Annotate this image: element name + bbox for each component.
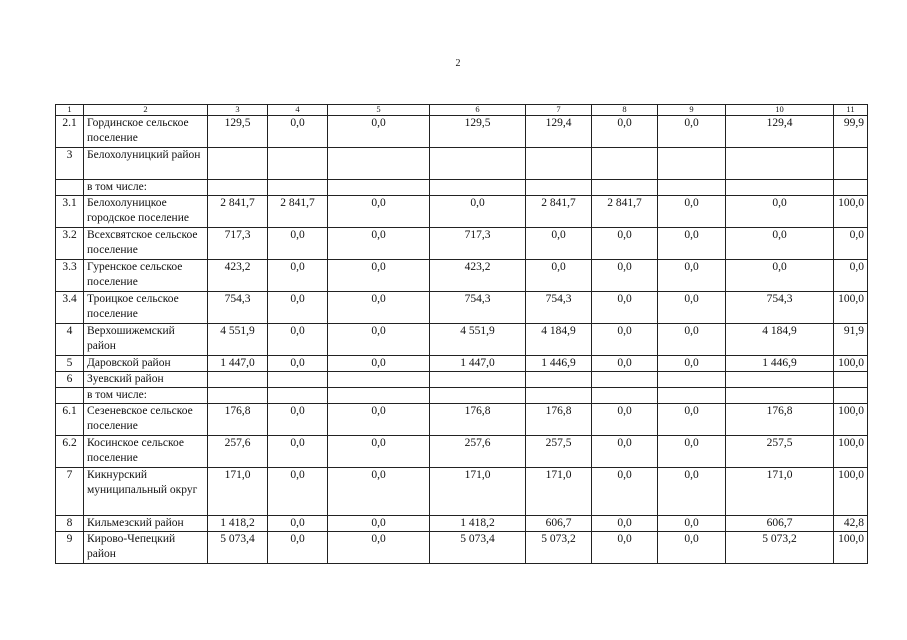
- value-col-7: [526, 372, 592, 388]
- value-col-4: 0,0: [268, 436, 328, 468]
- value-col-7: 257,5: [526, 436, 592, 468]
- value-col-8: 2 841,7: [592, 196, 658, 228]
- value-col-10: 1 446,9: [726, 356, 834, 372]
- value-col-6: 754,3: [430, 292, 526, 324]
- territory-name: в том числе:: [84, 388, 208, 404]
- territory-name: Белохолуницкое городское поселение: [84, 196, 208, 228]
- value-col-7: [526, 148, 592, 180]
- table-row: [56, 372, 868, 388]
- value-col-6: [430, 372, 526, 388]
- row-number: [56, 180, 84, 196]
- value-col-5: 0,0: [328, 196, 430, 228]
- value-col-3: 5 073,4: [208, 532, 268, 564]
- value-col-3: 257,6: [208, 436, 268, 468]
- table-row: [56, 468, 868, 516]
- value-col-10: 0,0: [726, 196, 834, 228]
- row-number: 5: [56, 356, 84, 372]
- percent-col-11: [834, 148, 868, 180]
- territory-name: Белохолуницкий район: [84, 148, 208, 180]
- value-col-4: 0,0: [268, 228, 328, 260]
- table-body: [56, 105, 868, 564]
- value-col-10: [726, 372, 834, 388]
- row-number: 9: [56, 532, 84, 564]
- value-col-10: [726, 148, 834, 180]
- value-col-6: 176,8: [430, 404, 526, 436]
- value-col-8: [592, 148, 658, 180]
- territory-name: Зуевский район: [84, 372, 208, 388]
- percent-col-11: [834, 388, 868, 404]
- value-col-5: 0,0: [328, 468, 430, 516]
- territory-name: Кильмезский район: [84, 516, 208, 532]
- value-col-5: 0,0: [328, 356, 430, 372]
- value-col-7: 754,3: [526, 292, 592, 324]
- value-col-8: 0,0: [592, 292, 658, 324]
- value-col-9: 0,0: [658, 516, 726, 532]
- column-number: 3: [208, 105, 268, 116]
- table-row: [56, 180, 868, 196]
- row-number: 6.2: [56, 436, 84, 468]
- territory-name: Гуренское сельское поселение: [84, 260, 208, 292]
- value-col-9: [658, 388, 726, 404]
- value-col-7: 1 446,9: [526, 356, 592, 372]
- value-col-5: 0,0: [328, 532, 430, 564]
- value-col-6: 257,6: [430, 436, 526, 468]
- value-col-9: 0,0: [658, 260, 726, 292]
- column-number: 5: [328, 105, 430, 116]
- table-row: [56, 388, 868, 404]
- territory-name: Даровской район: [84, 356, 208, 372]
- percent-col-11: [834, 180, 868, 196]
- value-col-4: 0,0: [268, 404, 328, 436]
- table-row: [56, 516, 868, 532]
- territory-name: Гординское сельское поселение: [84, 116, 208, 148]
- percent-col-11: 100,0: [834, 196, 868, 228]
- percent-col-11: 0,0: [834, 228, 868, 260]
- column-number-row: [56, 105, 868, 116]
- value-col-9: 0,0: [658, 436, 726, 468]
- value-col-7: 129,4: [526, 116, 592, 148]
- value-col-10: 606,7: [726, 516, 834, 532]
- percent-col-11: [834, 372, 868, 388]
- value-col-5: [328, 180, 430, 196]
- value-col-10: 754,3: [726, 292, 834, 324]
- budget-table: [55, 104, 868, 564]
- percent-col-11: 100,0: [834, 468, 868, 516]
- percent-col-11: 100,0: [834, 292, 868, 324]
- column-number: 2: [84, 105, 208, 116]
- value-col-10: [726, 180, 834, 196]
- value-col-9: 0,0: [658, 324, 726, 356]
- value-col-9: 0,0: [658, 356, 726, 372]
- value-col-8: 0,0: [592, 116, 658, 148]
- table-row: [56, 292, 868, 324]
- value-col-6: [430, 180, 526, 196]
- percent-col-11: 0,0: [834, 260, 868, 292]
- value-col-8: 0,0: [592, 532, 658, 564]
- value-col-5: 0,0: [328, 228, 430, 260]
- value-col-4: [268, 148, 328, 180]
- value-col-6: 129,5: [430, 116, 526, 148]
- value-col-4: 0,0: [268, 516, 328, 532]
- value-col-3: [208, 372, 268, 388]
- value-col-3: 754,3: [208, 292, 268, 324]
- value-col-6: 171,0: [430, 468, 526, 516]
- value-col-10: 0,0: [726, 260, 834, 292]
- territory-name: Всехсвятское сельское поселение: [84, 228, 208, 260]
- value-col-7: [526, 388, 592, 404]
- value-col-8: 0,0: [592, 260, 658, 292]
- value-col-9: 0,0: [658, 196, 726, 228]
- percent-col-11: 100,0: [834, 404, 868, 436]
- value-col-7: 5 073,2: [526, 532, 592, 564]
- value-col-6: [430, 148, 526, 180]
- value-col-8: 0,0: [592, 436, 658, 468]
- page-number: 2: [455, 58, 461, 69]
- value-col-9: 0,0: [658, 404, 726, 436]
- territory-name: Кикнурский муниципальный округ: [84, 468, 208, 516]
- value-col-4: 0,0: [268, 292, 328, 324]
- table-row: [56, 532, 868, 564]
- column-number: 6: [430, 105, 526, 116]
- value-col-8: 0,0: [592, 324, 658, 356]
- value-col-8: 0,0: [592, 516, 658, 532]
- territory-name: в том числе:: [84, 180, 208, 196]
- value-col-8: 0,0: [592, 404, 658, 436]
- value-col-10: 129,4: [726, 116, 834, 148]
- value-col-10: 171,0: [726, 468, 834, 516]
- column-number: 11: [834, 105, 868, 116]
- table-row: [56, 116, 868, 148]
- table-row: [56, 148, 868, 180]
- value-col-7: 2 841,7: [526, 196, 592, 228]
- column-number: 1: [56, 105, 84, 116]
- table-row: [56, 228, 868, 260]
- value-col-3: 1 418,2: [208, 516, 268, 532]
- table-row: [56, 404, 868, 436]
- value-col-7: 606,7: [526, 516, 592, 532]
- territory-name: Косинское сельское поселение: [84, 436, 208, 468]
- value-col-6: 1 447,0: [430, 356, 526, 372]
- value-col-6: 717,3: [430, 228, 526, 260]
- territory-name: Троицкое сельское поселение: [84, 292, 208, 324]
- value-col-8: 0,0: [592, 356, 658, 372]
- value-col-7: 0,0: [526, 228, 592, 260]
- value-col-8: 0,0: [592, 228, 658, 260]
- row-number: 3.4: [56, 292, 84, 324]
- value-col-10: 5 073,2: [726, 532, 834, 564]
- value-col-9: 0,0: [658, 468, 726, 516]
- row-number: 2.1: [56, 116, 84, 148]
- table-row: [56, 356, 868, 372]
- value-col-3: [208, 388, 268, 404]
- row-number: 6: [56, 372, 84, 388]
- value-col-7: 171,0: [526, 468, 592, 516]
- table-row: [56, 324, 868, 356]
- value-col-8: [592, 388, 658, 404]
- value-col-10: 257,5: [726, 436, 834, 468]
- value-col-4: [268, 372, 328, 388]
- value-col-3: 176,8: [208, 404, 268, 436]
- value-col-3: [208, 148, 268, 180]
- value-col-6: 0,0: [430, 196, 526, 228]
- value-col-4: 0,0: [268, 532, 328, 564]
- column-number: 7: [526, 105, 592, 116]
- value-col-8: [592, 372, 658, 388]
- territory-name: Верхошижемский район: [84, 324, 208, 356]
- table-row: [56, 436, 868, 468]
- value-col-3: 2 841,7: [208, 196, 268, 228]
- value-col-5: 0,0: [328, 116, 430, 148]
- value-col-7: 176,8: [526, 404, 592, 436]
- row-number: 8: [56, 516, 84, 532]
- territory-name: Кирово-Чепецкий район: [84, 532, 208, 564]
- value-col-8: [592, 180, 658, 196]
- percent-col-11: 91,9: [834, 324, 868, 356]
- row-number: 3.2: [56, 228, 84, 260]
- value-col-5: 0,0: [328, 436, 430, 468]
- table-row: [56, 196, 868, 228]
- value-col-4: 0,0: [268, 356, 328, 372]
- row-number: 3: [56, 148, 84, 180]
- value-col-10: 4 184,9: [726, 324, 834, 356]
- value-col-10: 176,8: [726, 404, 834, 436]
- value-col-5: [328, 148, 430, 180]
- value-col-9: 0,0: [658, 292, 726, 324]
- value-col-5: 0,0: [328, 516, 430, 532]
- percent-col-11: 100,0: [834, 356, 868, 372]
- value-col-5: 0,0: [328, 324, 430, 356]
- value-col-9: 0,0: [658, 116, 726, 148]
- value-col-4: 0,0: [268, 468, 328, 516]
- value-col-4: 0,0: [268, 260, 328, 292]
- value-col-5: [328, 372, 430, 388]
- value-col-9: 0,0: [658, 228, 726, 260]
- value-col-5: [328, 388, 430, 404]
- row-number: 7: [56, 468, 84, 516]
- value-col-6: 4 551,9: [430, 324, 526, 356]
- value-col-5: 0,0: [328, 292, 430, 324]
- value-col-4: 2 841,7: [268, 196, 328, 228]
- value-col-3: 4 551,9: [208, 324, 268, 356]
- percent-col-11: 100,0: [834, 436, 868, 468]
- value-col-7: 4 184,9: [526, 324, 592, 356]
- value-col-6: 5 073,4: [430, 532, 526, 564]
- value-col-5: 0,0: [328, 404, 430, 436]
- value-col-3: 717,3: [208, 228, 268, 260]
- row-number: 3.3: [56, 260, 84, 292]
- value-col-8: 0,0: [592, 468, 658, 516]
- value-col-3: [208, 180, 268, 196]
- column-number: 9: [658, 105, 726, 116]
- value-col-3: 1 447,0: [208, 356, 268, 372]
- value-col-3: 171,0: [208, 468, 268, 516]
- column-number: 4: [268, 105, 328, 116]
- value-col-9: 0,0: [658, 532, 726, 564]
- value-col-4: 0,0: [268, 116, 328, 148]
- row-number: 4: [56, 324, 84, 356]
- value-col-4: 0,0: [268, 324, 328, 356]
- percent-col-11: 42,8: [834, 516, 868, 532]
- row-number: 6.1: [56, 404, 84, 436]
- value-col-3: 129,5: [208, 116, 268, 148]
- value-col-4: [268, 388, 328, 404]
- value-col-9: [658, 180, 726, 196]
- value-col-7: 0,0: [526, 260, 592, 292]
- value-col-10: 0,0: [726, 228, 834, 260]
- row-number: 3.1: [56, 196, 84, 228]
- value-col-7: [526, 180, 592, 196]
- table-row: [56, 260, 868, 292]
- value-col-6: 1 418,2: [430, 516, 526, 532]
- column-number: 8: [592, 105, 658, 116]
- percent-col-11: 100,0: [834, 532, 868, 564]
- value-col-10: [726, 388, 834, 404]
- percent-col-11: 99,9: [834, 116, 868, 148]
- column-number: 10: [726, 105, 834, 116]
- value-col-4: [268, 180, 328, 196]
- row-number: [56, 388, 84, 404]
- value-col-5: 0,0: [328, 260, 430, 292]
- value-col-9: [658, 148, 726, 180]
- value-col-6: [430, 388, 526, 404]
- territory-name: Сезеневское сельское поселение: [84, 404, 208, 436]
- value-col-9: [658, 372, 726, 388]
- value-col-6: 423,2: [430, 260, 526, 292]
- value-col-3: 423,2: [208, 260, 268, 292]
